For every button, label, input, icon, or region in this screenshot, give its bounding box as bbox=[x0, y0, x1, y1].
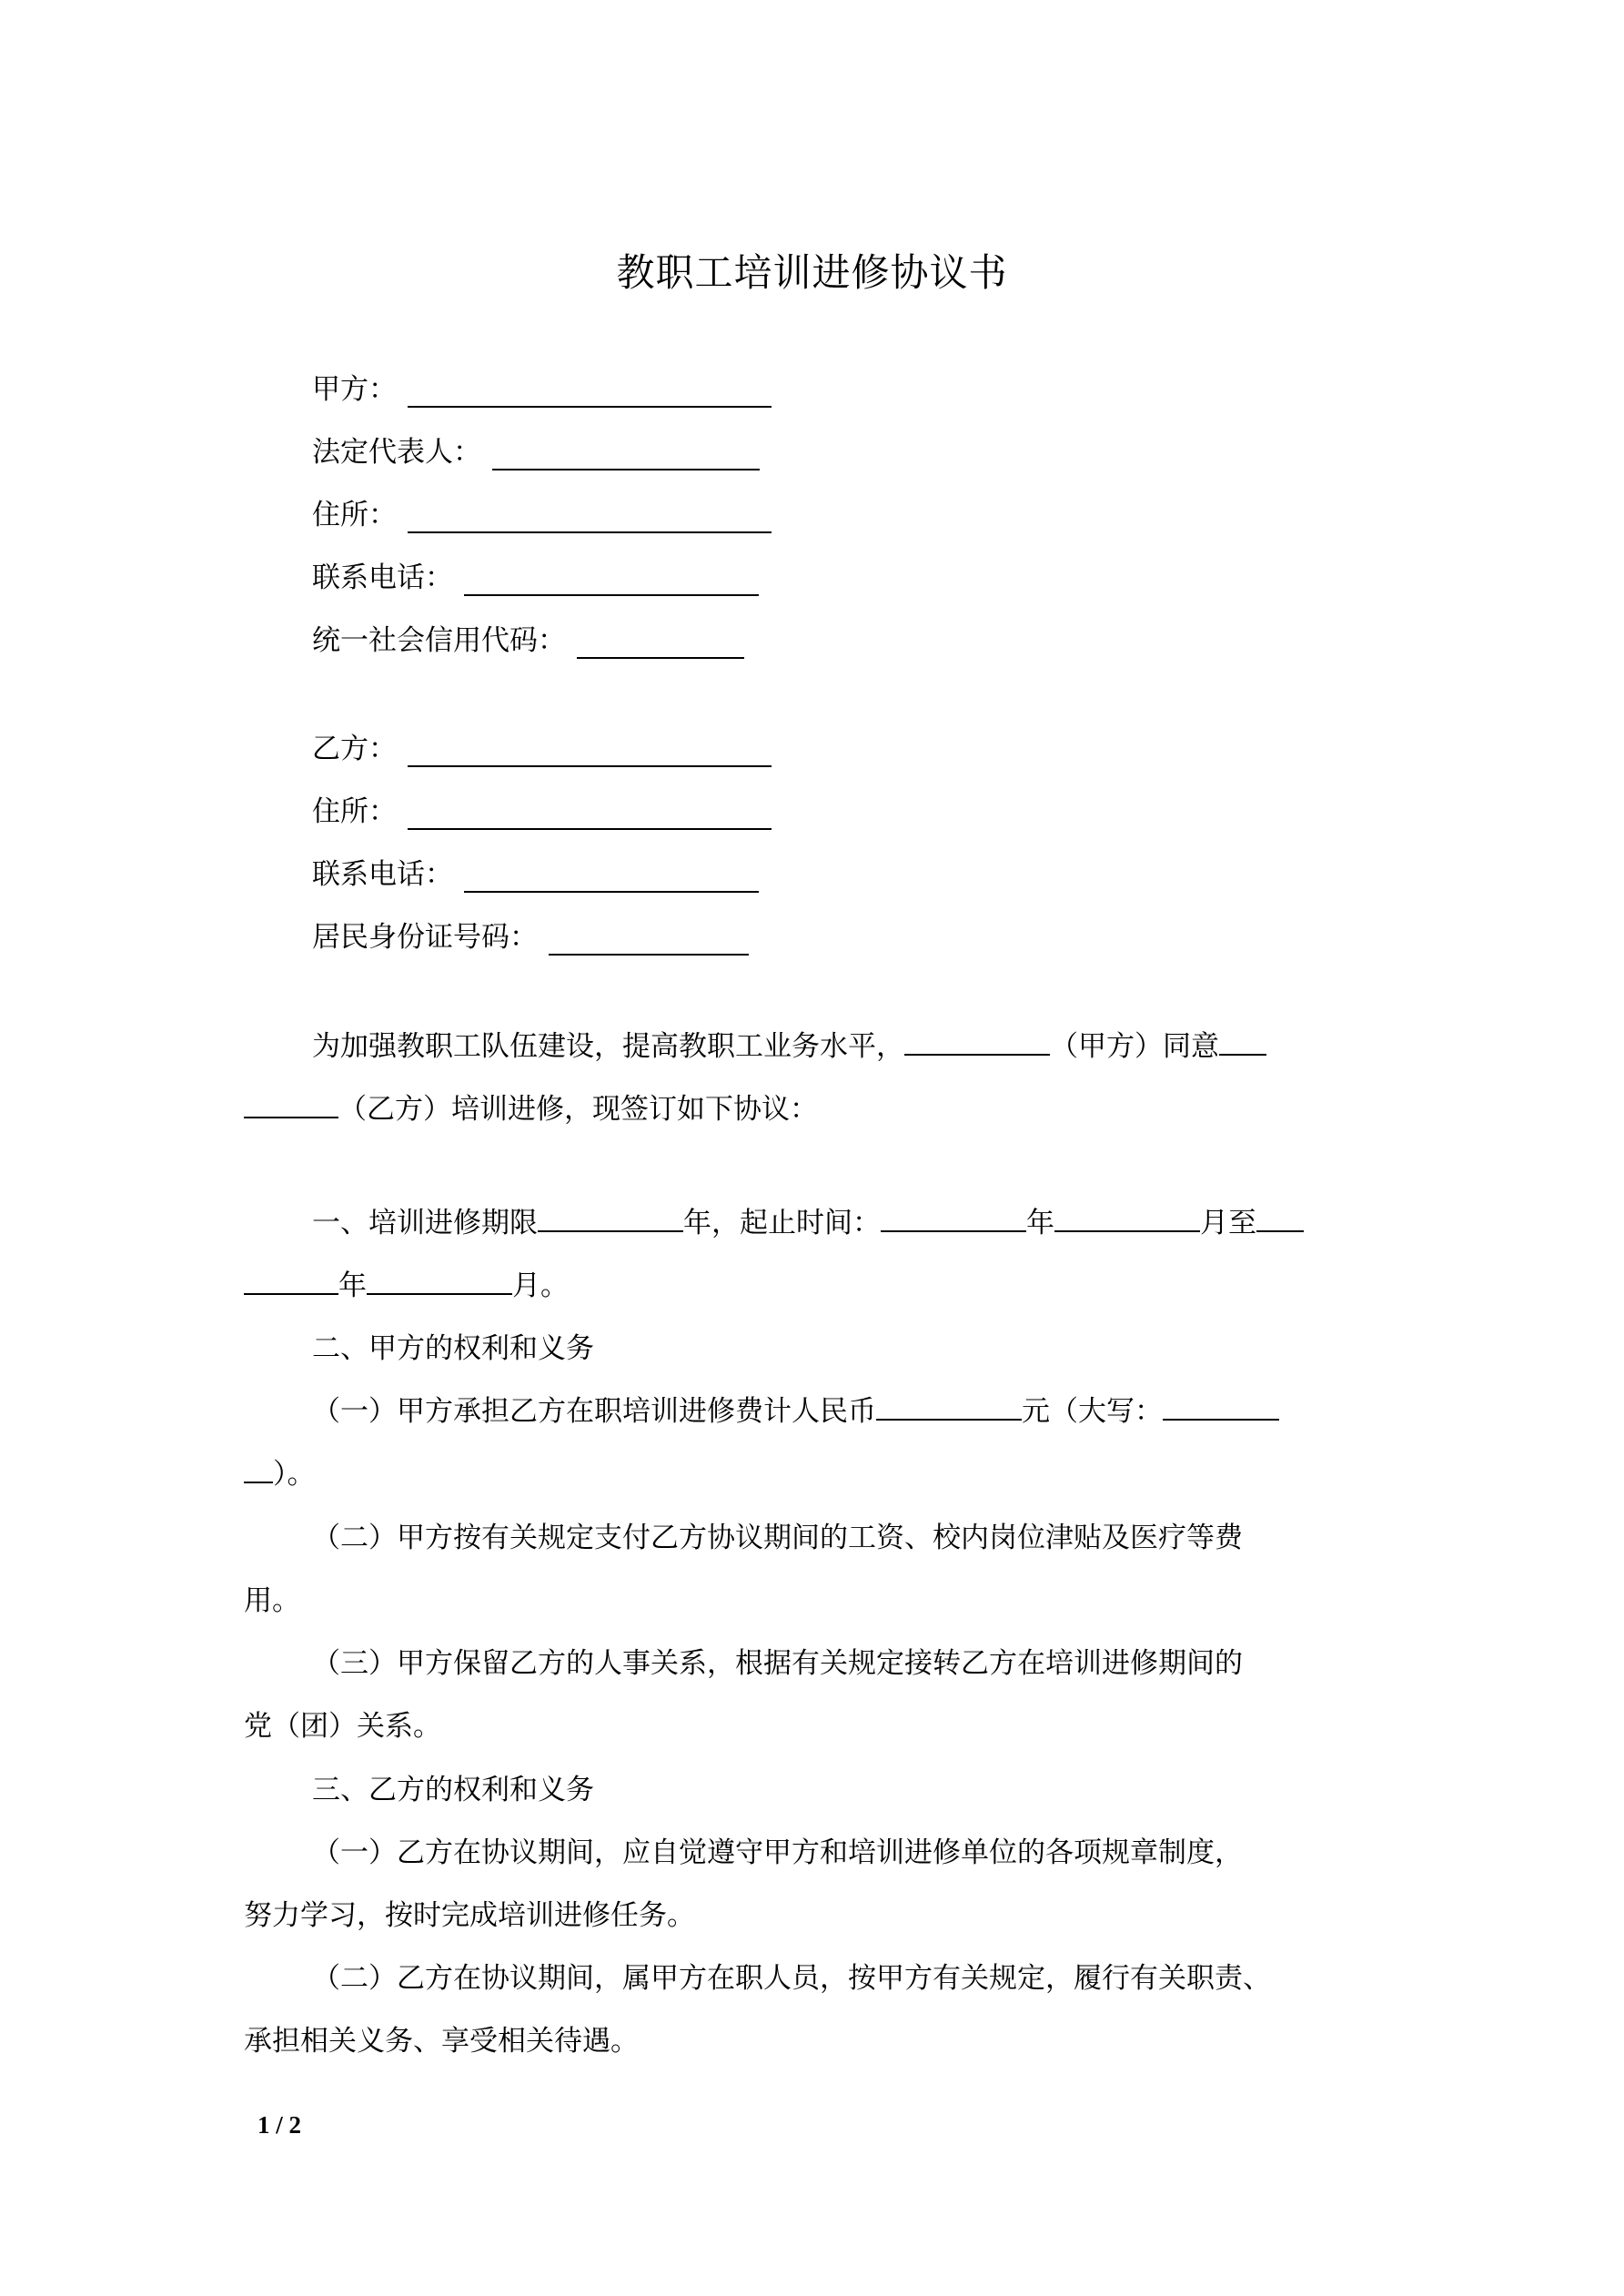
section3-heading: 三、乙方的权利和义务 bbox=[312, 1774, 594, 1806]
start-end-label: 年，起止时间： bbox=[683, 1207, 881, 1239]
end-month-label: 月。 bbox=[512, 1269, 569, 1302]
credit-code-field bbox=[312, 622, 744, 659]
party-a-field bbox=[312, 371, 772, 408]
id-number-blank[interactable] bbox=[549, 926, 749, 956]
legal-rep-field bbox=[312, 434, 760, 470]
intro-line-2 bbox=[244, 1091, 818, 1128]
section2-item3-line-1: （三）甲方保留乙方的人事关系，根据有关规定接转乙方在培训进修期间的 bbox=[312, 1647, 1243, 1680]
credit-code-blank[interactable] bbox=[577, 630, 744, 659]
party-b-label: 乙方： bbox=[312, 733, 397, 765]
party-a-address-blank[interactable] bbox=[408, 504, 772, 533]
intro-text-3: （乙方）培训进修，现签订如下协议： bbox=[338, 1093, 818, 1126]
end-month-blank[interactable] bbox=[367, 1268, 512, 1295]
fee-amount-blank[interactable] bbox=[876, 1393, 1022, 1421]
fee-close: ）。 bbox=[273, 1458, 316, 1491]
section3-item1-line-1: （一）乙方在协议期间，应自觉遵守甲方和培训进修单位的各项规章制度， bbox=[312, 1836, 1243, 1869]
party-a-phone-field bbox=[312, 560, 759, 596]
section2-item1-line-2 bbox=[244, 1456, 316, 1492]
start-month-blank[interactable] bbox=[1054, 1205, 1200, 1232]
term-years-blank[interactable] bbox=[538, 1205, 683, 1232]
section3-item2-line-2: 承担相关义务、享受相关待遇。 bbox=[244, 2025, 639, 2058]
party-a-address-label: 住所： bbox=[312, 499, 397, 531]
legal-rep-blank[interactable] bbox=[492, 441, 760, 470]
section2-heading: 二、甲方的权利和义务 bbox=[312, 1332, 594, 1365]
month-to-label: 月至 bbox=[1200, 1207, 1256, 1239]
intro-party-a-blank[interactable] bbox=[904, 1028, 1050, 1056]
fee-capital-blank-start[interactable] bbox=[1163, 1393, 1279, 1421]
intro-party-b-blank-start[interactable] bbox=[1219, 1028, 1266, 1056]
start-year-blank[interactable] bbox=[881, 1205, 1026, 1232]
party-a-phone-blank[interactable] bbox=[464, 567, 759, 596]
party-b-address-field bbox=[312, 794, 772, 830]
intro-line-1 bbox=[312, 1028, 1266, 1065]
end-year-blank-end[interactable] bbox=[244, 1268, 338, 1295]
end-year-blank-start[interactable] bbox=[1256, 1205, 1304, 1232]
legal-rep-label: 法定代表人： bbox=[312, 436, 481, 469]
party-a-address-field bbox=[312, 497, 772, 533]
party-b-address-blank[interactable] bbox=[408, 801, 772, 830]
intro-text-1: 为加强教职工队伍建设，提高教职工业务水平， bbox=[312, 1030, 904, 1063]
end-year-label: 年 bbox=[338, 1269, 367, 1302]
clause1-line-1 bbox=[312, 1205, 1304, 1241]
id-number-label: 居民身份证号码： bbox=[312, 921, 538, 954]
party-b-field bbox=[312, 731, 772, 767]
fee-capital-label: 元（大写： bbox=[1022, 1395, 1163, 1428]
party-b-phone-field bbox=[312, 856, 759, 893]
party-b-phone-blank[interactable] bbox=[464, 864, 759, 893]
party-a-label: 甲方： bbox=[312, 373, 397, 406]
party-a-phone-label: 联系电话： bbox=[312, 561, 453, 594]
intro-party-b-blank-end[interactable] bbox=[244, 1091, 338, 1118]
fee-capital-blank-end[interactable] bbox=[244, 1456, 273, 1483]
section3-item2-line-1: （二）乙方在协议期间，属甲方在职人员，按甲方有关规定，履行有关职责、 bbox=[312, 1962, 1271, 1995]
section2-item2-line-1: （二）甲方按有关规定支付乙方协议期间的工资、校内岗位津贴及医疗等费 bbox=[312, 1522, 1243, 1554]
document-title: 教职工培训进修协议书 bbox=[616, 250, 1008, 295]
party-a-blank[interactable] bbox=[408, 379, 772, 408]
credit-code-label: 统一社会信用代码： bbox=[312, 624, 566, 657]
party-b-address-label: 住所： bbox=[312, 795, 397, 828]
section2-item2-line-2: 用。 bbox=[244, 1584, 300, 1617]
fee-label: （一）甲方承担乙方在职培训进修费计人民币 bbox=[312, 1395, 876, 1428]
intro-text-2: （甲方）同意 bbox=[1050, 1030, 1219, 1063]
id-number-field bbox=[312, 919, 749, 956]
section2-item1-line-1 bbox=[312, 1393, 1279, 1430]
term-label: 一、培训进修期限 bbox=[312, 1207, 538, 1239]
section2-item3-line-2: 党（团）关系。 bbox=[244, 1710, 441, 1743]
page-number: 1 / 2 bbox=[257, 2111, 302, 2139]
clause1-line-2 bbox=[244, 1268, 569, 1304]
party-b-blank[interactable] bbox=[408, 738, 772, 767]
year-label: 年 bbox=[1026, 1207, 1054, 1239]
party-b-phone-label: 联系电话： bbox=[312, 858, 453, 891]
section3-item1-line-2: 努力学习，按时完成培训进修任务。 bbox=[244, 1899, 695, 1932]
